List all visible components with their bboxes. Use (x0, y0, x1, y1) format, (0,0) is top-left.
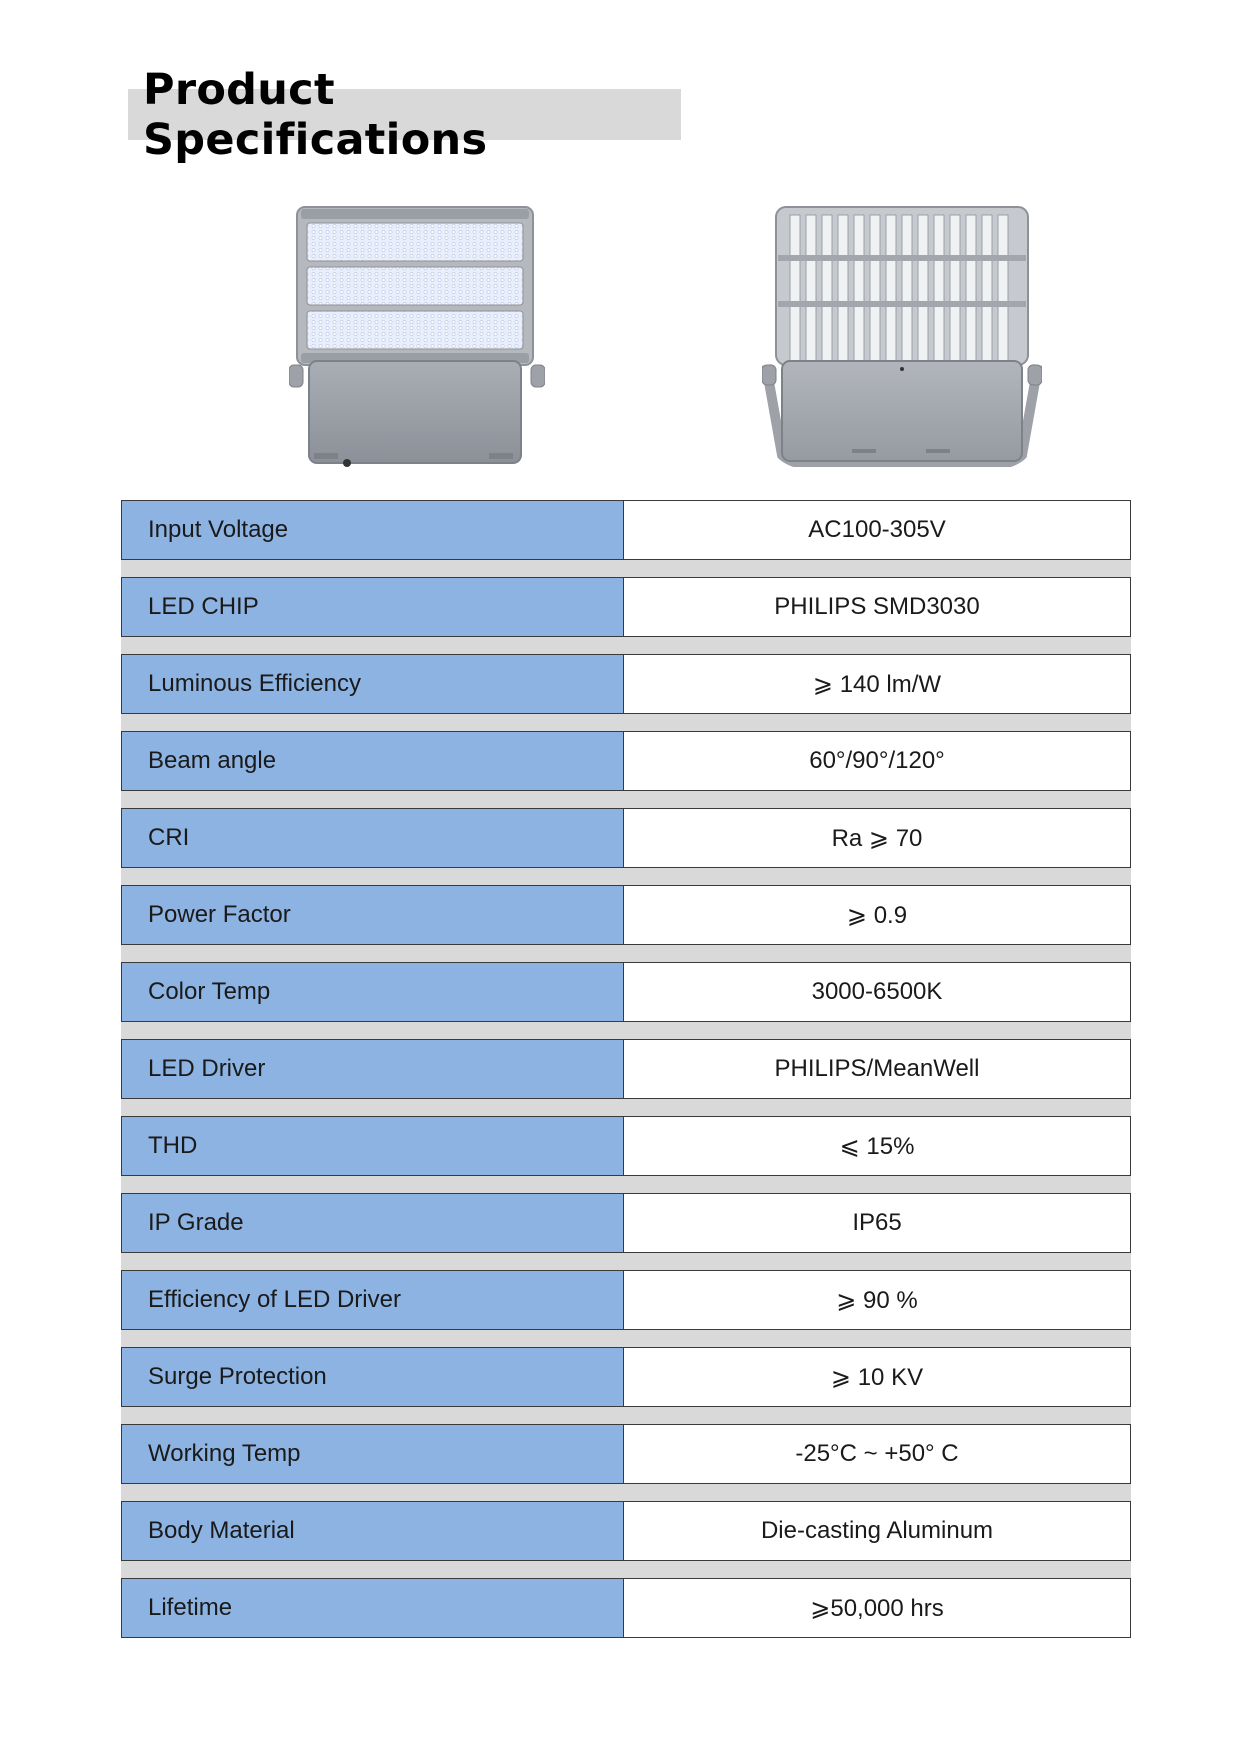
title-banner (128, 64, 681, 165)
spec-label: LED CHIP (121, 577, 623, 637)
spec-value: ⩾ 10 KV (623, 1347, 1131, 1407)
spec-value: Die-casting Aluminum (623, 1501, 1131, 1561)
row-separator (121, 714, 1131, 732)
spec-row (121, 962, 1131, 1022)
spec-label: Body Material (121, 1501, 623, 1561)
spec-value: ⩽ 15% (623, 1116, 1131, 1176)
spec-value: 3000-6500K (623, 962, 1131, 1022)
spec-label: THD (121, 1116, 623, 1176)
spec-value: PHILIPS SMD3030 (623, 577, 1131, 637)
row-separator (121, 1022, 1131, 1040)
spec-label: Power Factor (121, 885, 623, 945)
spec-row (121, 1116, 1131, 1176)
floodlight-front-image (289, 205, 545, 467)
spec-value: ⩾ 140 lm/W (623, 654, 1131, 714)
spec-label: Lifetime (121, 1578, 623, 1638)
spec-label: Surge Protection (121, 1347, 623, 1407)
spec-label: Working Temp (121, 1424, 623, 1484)
spec-value: Ra ⩾ 70 (623, 808, 1131, 868)
row-separator (121, 1176, 1131, 1194)
spec-value: AC100-305V (623, 500, 1131, 560)
spec-value: ⩾ 90 % (623, 1270, 1131, 1330)
spec-label: CRI (121, 808, 623, 868)
spec-row (121, 1578, 1131, 1638)
row-separator (121, 637, 1131, 655)
row-separator (121, 1330, 1131, 1348)
page-title: Product Specifications (143, 64, 488, 165)
spec-row (121, 1424, 1131, 1484)
spec-row (121, 577, 1131, 637)
spec-value: IP65 (623, 1193, 1131, 1253)
spec-row (121, 1193, 1131, 1253)
spec-label: Beam angle (121, 731, 623, 791)
spec-value: PHILIPS/MeanWell (623, 1039, 1131, 1099)
spec-value: ⩾50,000 hrs (623, 1578, 1131, 1638)
floodlight-back-image (762, 205, 1042, 467)
row-separator (121, 945, 1131, 963)
spec-row (121, 1270, 1131, 1330)
spec-row (121, 885, 1131, 945)
spec-label: Luminous Efficiency (121, 654, 623, 714)
spec-label: IP Grade (121, 1193, 623, 1253)
spec-label: Color Temp (121, 962, 623, 1022)
spec-value: ⩾ 0.9 (623, 885, 1131, 945)
row-separator (121, 1484, 1131, 1502)
row-separator (121, 1253, 1131, 1271)
spec-row (121, 808, 1131, 868)
spec-row (121, 500, 1131, 560)
spec-row (121, 1347, 1131, 1407)
row-separator (121, 1407, 1131, 1425)
spec-row (121, 731, 1131, 791)
row-separator (121, 1561, 1131, 1579)
spec-table (121, 500, 1131, 1638)
row-separator (121, 791, 1131, 809)
spec-label: Input Voltage (121, 500, 623, 560)
spec-label: LED Driver (121, 1039, 623, 1099)
spec-row (121, 1039, 1131, 1099)
spec-value: -25°C ~ +50° C (623, 1424, 1131, 1484)
row-separator (121, 868, 1131, 886)
spec-row (121, 1501, 1131, 1561)
spec-value: 60°/90°/120° (623, 731, 1131, 791)
spec-row (121, 654, 1131, 714)
row-separator (121, 560, 1131, 578)
row-separator (121, 1099, 1131, 1117)
spec-label: Efficiency of LED Driver (121, 1270, 623, 1330)
